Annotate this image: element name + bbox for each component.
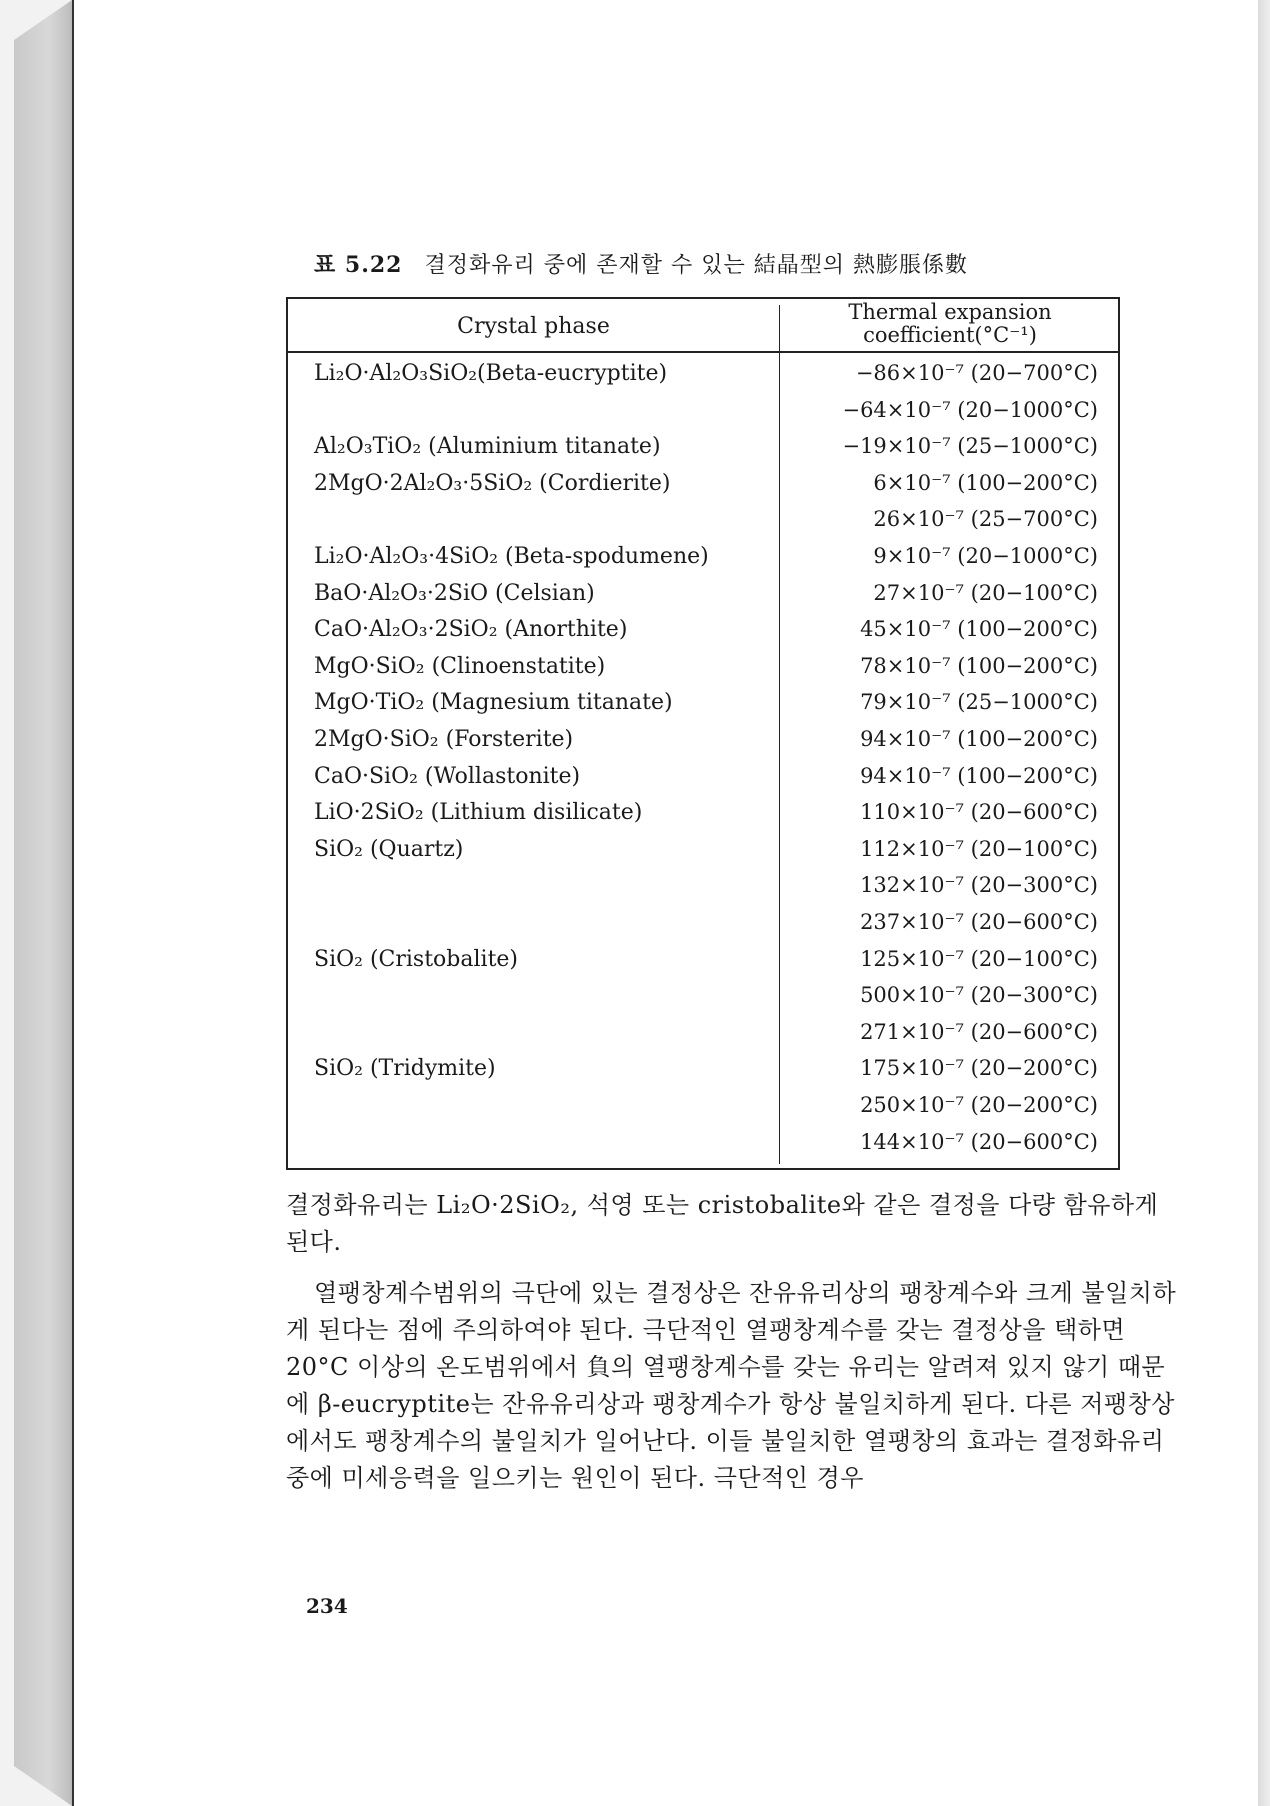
- table-row-coefficient: 250×10⁻⁷ (20−200°C): [860, 1093, 1098, 1117]
- table-row-coefficient: 110×10⁻⁷ (20−600°C): [860, 800, 1098, 825]
- table-row-phase: MgO·TiO₂ (Magnesium titanate): [314, 690, 673, 716]
- table-row-coefficient: 78×10⁻⁷ (100−200°C): [860, 653, 1098, 678]
- header-rule: [288, 351, 1118, 353]
- table-row-phase: LiO·2SiO₂ (Lithium disilicate): [314, 800, 643, 826]
- table-row-phase: Al₂O₃TiO₂ (Aluminium titanate): [314, 434, 661, 460]
- expansion-table: [286, 297, 1120, 1170]
- paragraph-1: 결정화유리는 Li₂O·2SiO₂, 석영 또는 cristobalite와 같은 결정을 다량 함유하게 된다.: [286, 1191, 1159, 1256]
- table-row-coefficient: 271×10⁻⁷ (20−600°C): [860, 1019, 1098, 1044]
- header-line-2: coefficient(°C⁻¹): [863, 323, 1037, 347]
- header-line-1: Thermal expansion: [848, 300, 1052, 324]
- table-row-phase: MgO·SiO₂ (Clinoenstatite): [314, 653, 606, 679]
- table-row-coefficient: 27×10⁻⁷ (20−100°C): [873, 580, 1098, 605]
- body-text: [286, 1187, 1186, 1497]
- table-row-coefficient: 132×10⁻⁷ (20−300°C): [860, 873, 1098, 898]
- table-row-coefficient: 125×10⁻⁷ (20−100°C): [860, 946, 1098, 971]
- table-row-coefficient: 9×10⁻⁷ (20−1000°C): [873, 544, 1098, 568]
- header-thermal-expansion: [780, 301, 1120, 351]
- table-row-phase: Li₂O·Al₂O₃SiO₂(Beta-eucryptite): [314, 361, 668, 386]
- table-row-coefficient: 500×10⁻⁷ (20−300°C): [860, 983, 1098, 1008]
- table-row-phase: BaO·Al₂O₃·2SiO (Celsian): [314, 580, 595, 606]
- page-shadow: [1258, 0, 1270, 1806]
- table-row-coefficient: 175×10⁻⁷ (20−200°C): [860, 1056, 1098, 1081]
- table-caption: [314, 248, 1174, 279]
- table-row-phase: Li₂O·Al₂O₃·4SiO₂ (Beta-spodumene): [314, 544, 709, 569]
- table-row-coefficient: 45×10⁻⁷ (100−200°C): [860, 617, 1098, 642]
- table-row-phase: 2MgO·2Al₂O₃·5SiO₂ (Cordierite): [314, 470, 671, 496]
- table-row-coefficient: 94×10⁻⁷ (100−200°C): [860, 727, 1098, 751]
- document-page: [72, 0, 1260, 1806]
- table-row-phase: SiO₂ (Tridymite): [314, 1056, 496, 1082]
- page-number: 234: [306, 1594, 348, 1618]
- table-row-coefficient: −86×10⁻⁷ (20−700°C): [855, 361, 1098, 385]
- table-row-phase: SiO₂ (Quartz): [314, 836, 464, 862]
- table-row-phase: 2MgO·SiO₂ (Forsterite): [314, 727, 574, 752]
- table-row-coefficient: 6×10⁻⁷ (100−200°C): [873, 470, 1098, 495]
- table-row-coefficient: −64×10⁻⁷ (20−1000°C): [842, 397, 1098, 422]
- table-row-coefficient: 112×10⁻⁷ (20−100°C): [860, 836, 1098, 861]
- table-row-phase: CaO·SiO₂ (Wollastonite): [314, 763, 581, 789]
- column-divider: [779, 305, 780, 1164]
- paragraph-2: 열팽창계수범위의 극단에 있는 결정상은 잔유유리상의 팽창계수와 크게 불일치하게 된다는 점에 주의하여야 된다. 극단적인 열팽창계수를 갖는 결정상을 택하면 20°C 이상의 온도범위에서 負의 열팽창계수를 갖는 유리는 알려져 있지 않기 때문에 β-eucryptite는 잔유유리상과 팽창계수가 항상 불일치하게 된다. 다른 저팽창상에서도 팽창계수의 불일치가 일어난다. 이들 불일치한 열팽창의 효과는 결정화유리 중에 미세응력을 일으키는 원인이 된다. 극단적인 경우: [286, 1279, 1177, 1492]
- table-row-coefficient: 26×10⁻⁷ (25−700°C): [873, 507, 1098, 532]
- table-row-coefficient: 94×10⁻⁷ (100−200°C): [860, 763, 1098, 788]
- table-row-coefficient: −19×10⁻⁷ (25−1000°C): [842, 434, 1098, 459]
- table-row-coefficient: 79×10⁻⁷ (25−1000°C): [860, 690, 1098, 715]
- table-row-phase: SiO₂ (Cristobalite): [314, 946, 519, 972]
- table-row-phase: CaO·Al₂O₃·2SiO₂ (Anorthite): [314, 617, 628, 643]
- table-number: 표 5.22: [314, 252, 403, 278]
- book-edge: [14, 0, 72, 1806]
- table-row-coefficient: 237×10⁻⁷ (20−600°C): [860, 910, 1098, 934]
- table-title: 결정화유리 중에 존재할 수 있는 結晶型의 熱膨脹係數: [424, 253, 968, 278]
- table-row-coefficient: 144×10⁻⁷ (20−600°C): [860, 1129, 1098, 1154]
- header-crystal-phase: Crystal phase: [457, 313, 610, 339]
